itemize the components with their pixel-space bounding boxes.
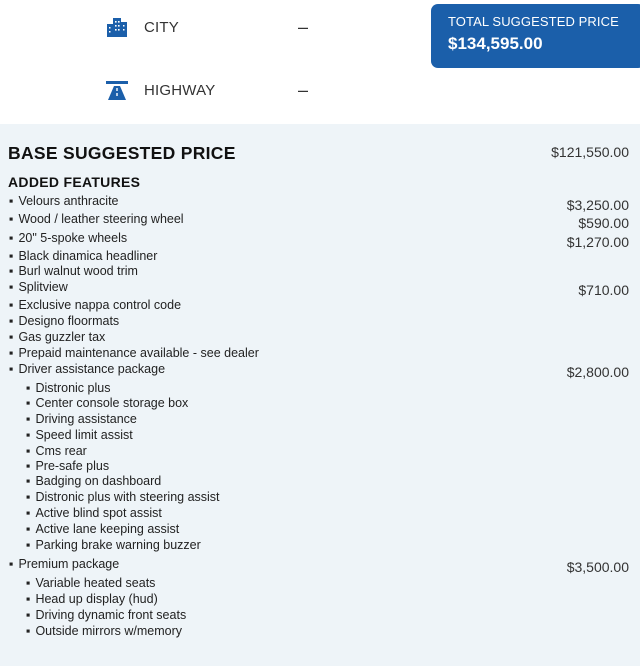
sub-feature-item: ▪ Head up display (hud): [26, 592, 158, 606]
sub-feature-item: ▪ Active lane keeping assist: [26, 522, 180, 536]
feature-item: ▪ Prepaid maintenance available - see dealer: [9, 346, 259, 360]
feature-item: ▪ Premium package: [9, 557, 120, 571]
base-price-value: $121,550.00: [551, 144, 629, 160]
feature-item: ▪ Designo floormats: [9, 314, 120, 328]
feature-price: $590.00: [578, 215, 629, 231]
city-buildings-icon: [106, 16, 128, 38]
feature-price: $3,250.00: [566, 197, 629, 213]
total-price-value: $134,595.00: [448, 34, 543, 53]
sub-feature-item: ▪ Variable heated seats: [26, 576, 156, 590]
sub-feature-item: ▪ Parking brake warning buzzer: [26, 538, 201, 552]
feature-price: $710.00: [578, 282, 629, 298]
price-breakdown-panel: [0, 124, 640, 666]
highway-road-icon: [106, 79, 128, 101]
feature-item: ▪ Exclusive nappa control code: [9, 298, 182, 312]
highway-mpg-row: [106, 77, 309, 103]
highway-mpg-value: –: [298, 79, 309, 100]
feature-price: $1,270.00: [566, 234, 629, 250]
feature-item: ▪ 20" 5-spoke wheels: [9, 231, 128, 245]
sub-feature-item: ▪ Distronic plus: [26, 381, 111, 395]
sub-feature-item: ▪ Cms rear: [26, 444, 87, 458]
sub-feature-item: ▪ Driving assistance: [26, 412, 137, 426]
feature-item: ▪ Splitview: [9, 280, 68, 294]
feature-item: ▪ Driver assistance package: [9, 362, 166, 376]
feature-item: ▪ Burl walnut wood trim: [9, 264, 138, 278]
total-price-label: TOTAL SUGGESTED PRICE: [448, 14, 619, 29]
total-price-card: [431, 4, 640, 68]
feature-item: ▪ Gas guzzler tax: [9, 330, 106, 344]
base-price-label: BASE SUGGESTED PRICE: [8, 143, 236, 163]
city-mpg-row: [106, 14, 309, 40]
feature-item: ▪ Black dinamica headliner: [9, 249, 158, 263]
city-mpg-value: –: [298, 16, 309, 37]
highway-label: HIGHWAY: [144, 81, 216, 99]
feature-price: $3,500.00: [566, 559, 629, 575]
city-label: CITY: [144, 18, 179, 36]
sub-feature-item: ▪ Center console storage box: [26, 396, 189, 410]
sub-feature-item: ▪ Outside mirrors w/memory: [26, 624, 182, 638]
sub-feature-item: ▪ Active blind spot assist: [26, 506, 162, 520]
header-area: [0, 0, 640, 124]
sub-feature-item: ▪ Badging on dashboard: [26, 474, 162, 488]
feature-item: ▪ Velours anthracite: [9, 194, 119, 208]
sub-feature-item: ▪ Pre-safe plus: [26, 459, 110, 473]
feature-price: $2,800.00: [566, 364, 629, 380]
added-features-title: ADDED FEATURES: [8, 174, 141, 190]
feature-item: ▪ Wood / leather steering wheel: [9, 212, 184, 226]
sub-feature-item: ▪ Driving dynamic front seats: [26, 608, 187, 622]
sub-feature-item: ▪ Speed limit assist: [26, 428, 133, 442]
sub-feature-item: ▪ Distronic plus with steering assist: [26, 490, 220, 504]
